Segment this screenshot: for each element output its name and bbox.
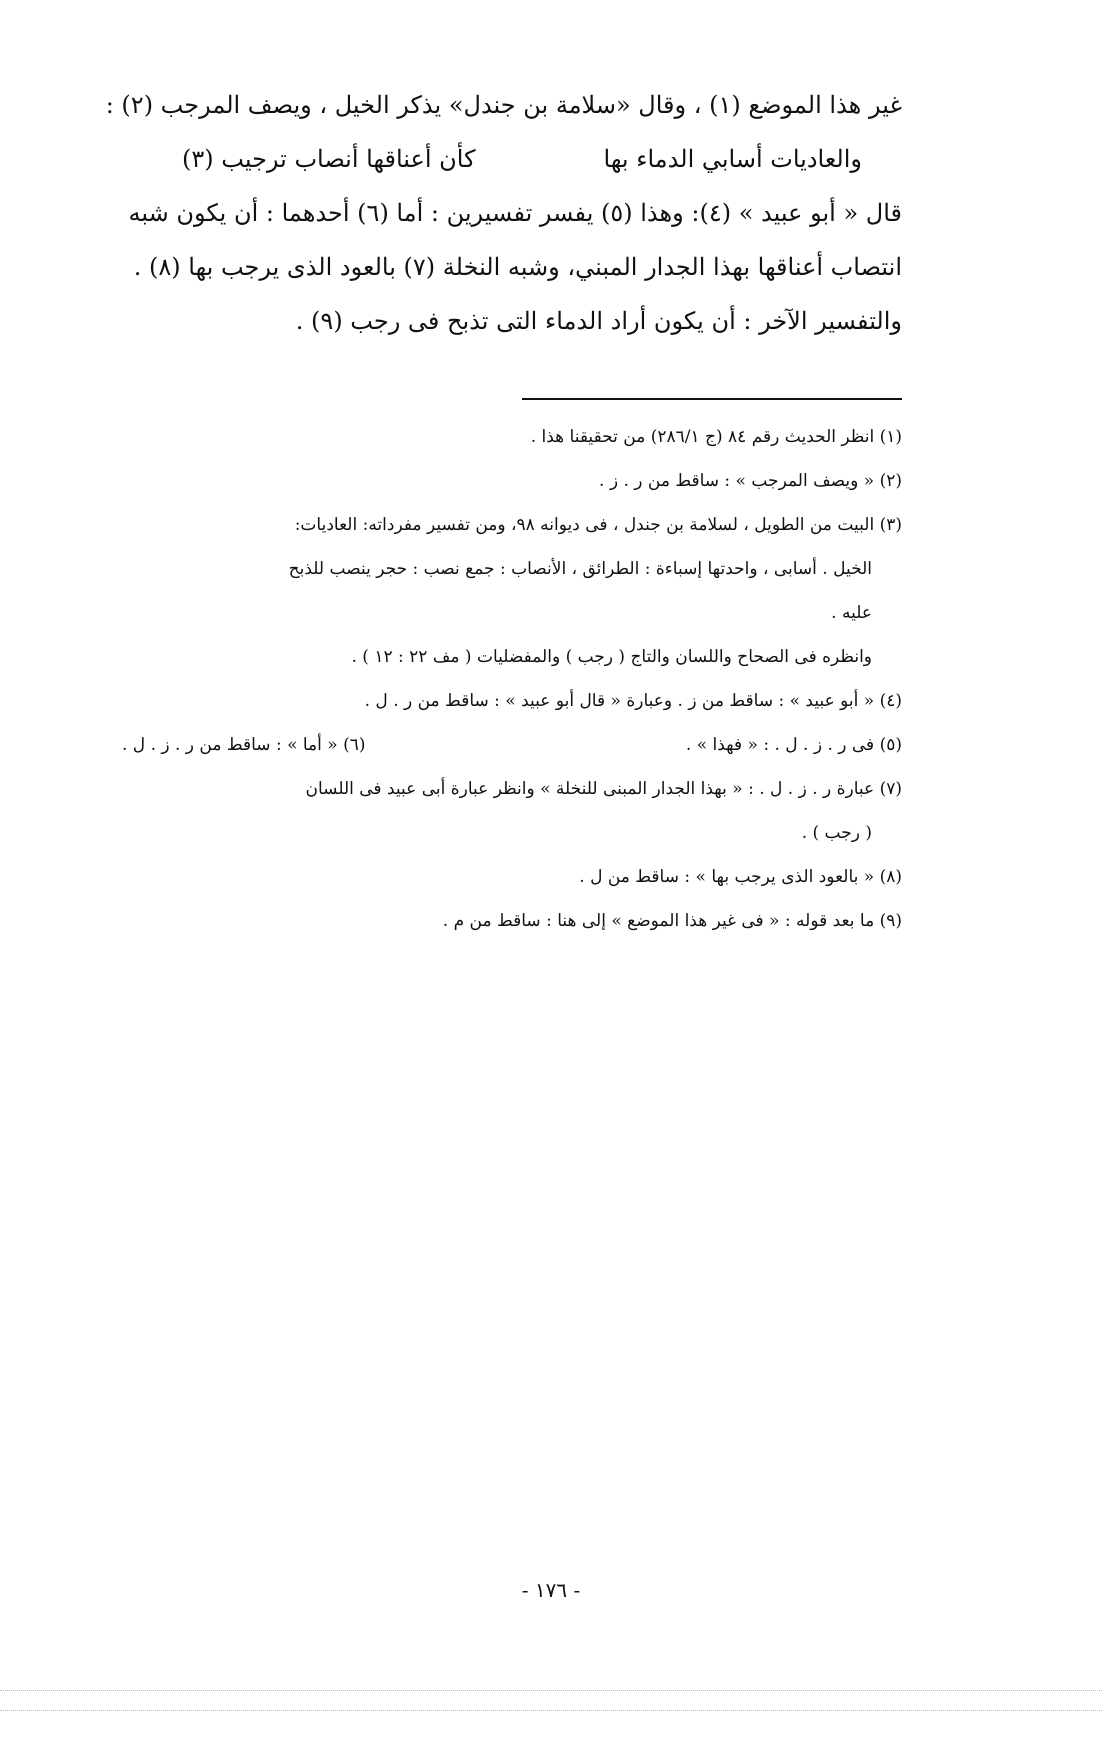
footnote-2: (٢) « ويصف المرجب » : ساقط من ر . ز . xyxy=(599,471,902,491)
footnote-6: (٦) « أما » : ساقط من ر . ز . ل . xyxy=(122,735,366,755)
footnote-5-6-row xyxy=(122,728,902,762)
verse-line xyxy=(122,132,902,186)
footnote-3-line-3: عليه . xyxy=(831,603,872,623)
main-line-5: والتفسير الآخر : أن يكون أراد الدماء التى تذبح فى رجب (٩) . xyxy=(295,307,902,335)
footnote-7-line-2: ( رجب ) . xyxy=(801,823,872,843)
main-text xyxy=(105,78,902,348)
scan-artifact-line xyxy=(0,1710,1102,1711)
footnote-7-line-1: (٧) عبارة ر . ز . ل . : « بهذا الجدار المبنى للنخلة » وانظر عبارة أبى عبيد فى اللسان xyxy=(305,779,902,799)
main-line-3: قال « أبو عبيد » (٤): وهذا (٥) يفسر تفسيرين : أما (٦) أحدهما : أن يكون شبه xyxy=(128,199,902,227)
footnotes xyxy=(122,420,902,948)
verse-hemistich-right: والعاديات أسابي الدماء بها xyxy=(603,145,862,173)
main-line-4: انتصاب أعناقها بهذا الجدار المبني، وشبه النخلة (٧) بالعود الذى يرجب بها (٨) . xyxy=(133,253,902,281)
footnote-3-line-1: (٣) البيت من الطويل ، لسلامة بن جندل ، فى ديوانه ٩٨، ومن تفسير مفرداته: العاديات: xyxy=(294,515,902,535)
footnote-8: (٨) « بالعود الذى يرجب بها » : ساقط من ل . xyxy=(579,867,902,887)
footnote-3-line-2: الخيل . أسابى ، واحدتها إسباءة : الطرائق ، الأنصاب : جمع نصب : حجر ينصب للذبح xyxy=(288,559,872,579)
footnote-3-line-4: وانظره فى الصحاح واللسان والتاج ( رجب ) والمفضليات ( مف ٢٢ : ١٢ ) . xyxy=(351,647,872,667)
footnote-1: (١) انظر الحديث رقم ٨٤ (ج ٢٨٦/١) من تحقيقنا هذا . xyxy=(530,427,902,447)
footnote-separator xyxy=(522,398,902,400)
footnote-5: (٥) فى ر . ز . ل . : « فهذا » . xyxy=(685,735,902,755)
page-number: - ١٧٦ - xyxy=(521,1578,581,1602)
main-line-1: غير هذا الموضع (١) ، وقال «سلامة بن جندل» يذكر الخيل ، ويصف المرجب (٢) : xyxy=(105,91,902,119)
verse-hemistich-left: كأن أعناقها أنصاب ترجيب (٣) xyxy=(182,145,476,173)
footnote-9: (٩) ما بعد قوله : « فى غير هذا الموضع » إلى هنا : ساقط من م . xyxy=(442,911,902,931)
footnote-4: (٤) « أبو عبيد » : ساقط من ز . وعبارة « قال أبو عبيد » : ساقط من ر . ل . xyxy=(364,691,902,711)
scan-artifact-line xyxy=(0,1690,1102,1691)
